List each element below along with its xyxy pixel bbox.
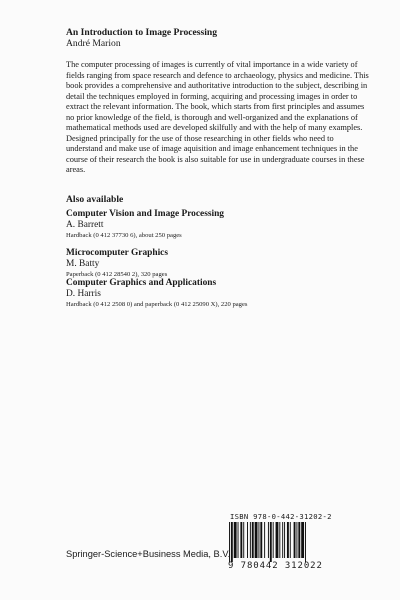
related-book-title: Microcomputer Graphics — [66, 248, 168, 258]
barcode-bar — [279, 522, 280, 558]
description-line: book provides a comprehensive and authoritative introduction to the subject, describing in — [66, 81, 368, 90]
description-line: detail the techniques employed in forming, acquiring and processing images in order to — [66, 91, 358, 101]
related-book-author: M. Batty — [66, 259, 100, 269]
barcode-bar — [240, 522, 242, 558]
book-description — [66, 60, 369, 176]
description-line: understand and make use of image aquisition and image enhancement techniques in the — [66, 144, 358, 153]
description-line: Designed principally for the use of those researching in other fields who need to — [66, 133, 334, 143]
barcode-bar — [243, 522, 244, 558]
book-title: An Introduction to Image Processing — [66, 27, 218, 38]
related-book-title: Computer Vision and Image Processing — [66, 209, 224, 219]
barcode-bar — [276, 522, 279, 558]
related-book-details: Paperback (0 412 28540 2), 320 pages — [66, 271, 168, 278]
related-book — [66, 248, 168, 280]
description-line: course of their research the book is also suitable for use in undergraduate courses in these — [66, 154, 365, 164]
related-book-author: A. Barrett — [66, 220, 104, 230]
description-line: mathematical methods used are developed skilfully and with the help of many examples. — [66, 123, 363, 132]
barcode-bar — [287, 522, 289, 558]
barcode-bar — [290, 522, 291, 558]
barcode-digits: 9 780442 312022 — [228, 561, 323, 571]
related-book-details: Hardback (0 412 37730 6), about 250 pages — [66, 232, 182, 239]
barcode-bar — [234, 522, 237, 558]
publisher-name: Springer-Science+Business Media, B.V. — [66, 549, 231, 559]
barcode-bar — [255, 522, 258, 558]
barcode — [228, 522, 338, 562]
description-line: no prior knowledge of the field, is thorough and well-organized and the explanations of — [66, 112, 358, 122]
barcode-bar — [294, 522, 296, 558]
barcode-bar — [231, 522, 233, 562]
barcode-bar — [247, 522, 248, 558]
barcode-bar — [252, 522, 254, 558]
barcode-bar — [264, 522, 265, 558]
description-line: extract the relevant information. The book, which starts from first principles and assumes — [66, 102, 365, 111]
related-book-author: D. Harris — [66, 289, 101, 299]
description-line: areas. — [66, 165, 86, 174]
barcode-bar — [273, 522, 274, 558]
barcode-bar — [284, 522, 285, 558]
barcode-bar — [260, 522, 262, 558]
isbn-label: ISBN 978-0-442-31202-2 — [230, 512, 332, 521]
description-line: fields ranging from space research and defence to archaeology, physics and medicine. This — [66, 70, 369, 80]
description-line: The computer processing of images is currently of vital importance in a wide variety of — [66, 60, 358, 69]
barcode-bar — [238, 522, 239, 558]
book-author: André Marion — [66, 38, 121, 49]
barcode-bar — [268, 522, 269, 558]
barcode-bar — [282, 522, 283, 558]
related-book-details: Hardback (0 412 2508 0) and paperback (0 412 25090 X), 220 pages — [66, 301, 248, 308]
barcode-bar — [296, 522, 297, 558]
related-book — [66, 278, 247, 310]
barcode-bar — [298, 522, 300, 558]
related-book — [66, 209, 224, 241]
barcode-bar — [301, 522, 304, 558]
barcode-bar — [258, 522, 259, 558]
barcode-bar — [305, 522, 306, 562]
barcode-bar — [250, 522, 251, 558]
related-book-title: Computer Graphics and Applications — [66, 278, 217, 288]
barcode-bar — [270, 522, 272, 562]
also-available-heading: Also available — [66, 194, 124, 205]
